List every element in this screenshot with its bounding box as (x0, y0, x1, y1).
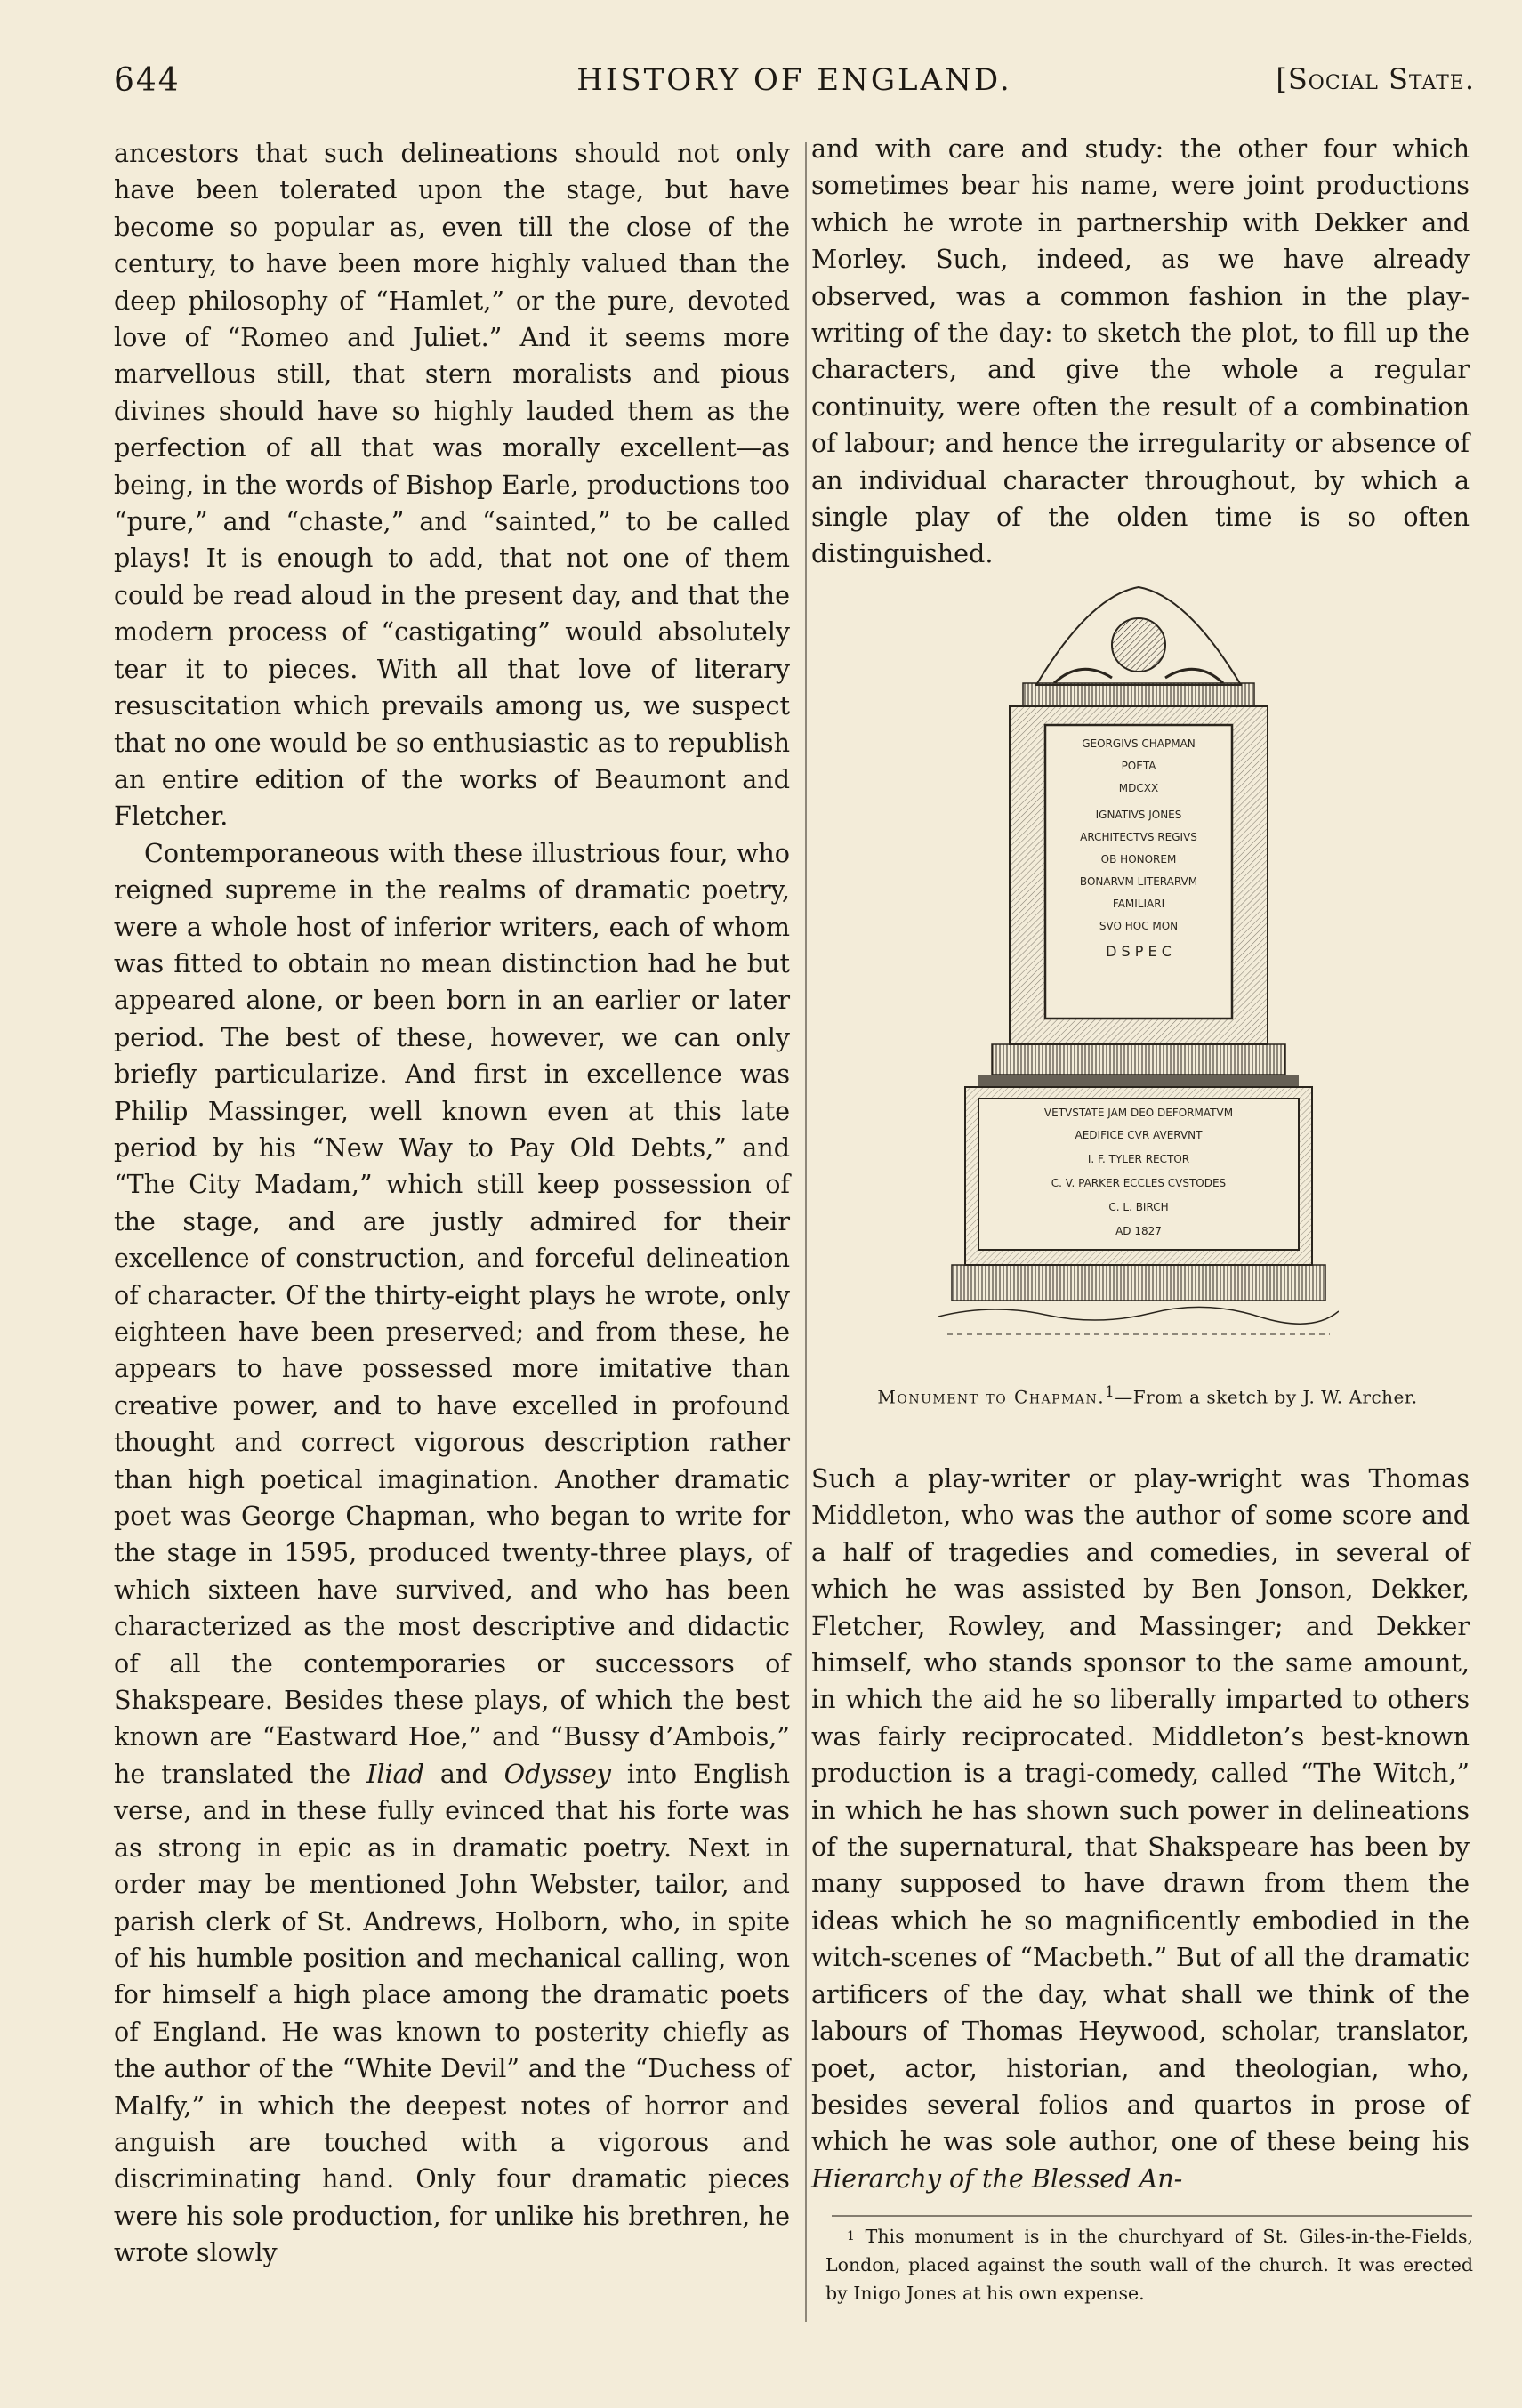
page-header (114, 62, 1475, 116)
inscription-line: GEORGIVS CHAPMAN (1082, 737, 1196, 750)
iliad-title: Iliad (366, 1758, 425, 1789)
inscription-line: MDCXX (1118, 782, 1159, 794)
inscription-line: AEDIFICE CVR AVERVNT (1075, 1129, 1203, 1141)
paragraph-1: ancestors that such delineations should not only have been tolerated upon the stage, but have become so popular as, even till the close of the century, to have been more highly valued than the deep philosophy of “Hamlet,” or the pure, devoted love of “Romeo and Juliet.” And it seems more marvellous still, that stern moralists and pious divines should have so highly lauded them as the perfection of all that was morally excellent—as being, in the words of Bishop Earle, productions too “pure,” and “chaste,” and “sainted,” to be called plays! It is enough to add, that not one of them could be read aloud in the present day, and that the modern process of “castigating” would absolutely tear it to pieces. With all that love of literary resuscitation which prevails among us, we suspect that no one would be so enthusiastic as to republish an entire edition of the works of Beaumont and Fletcher. (114, 138, 790, 832)
inscription-line: FAMILIARI (1112, 898, 1165, 910)
monument-engraving (938, 578, 1339, 1361)
footnote-mark: 1 (847, 2229, 855, 2243)
inscription-line: VETVSTATE JAM DEO DEFORMATVM (1043, 1107, 1234, 1119)
inscription-line: POETA (1121, 760, 1156, 772)
hierarchy-title: Hierarchy of the Blessed An- (811, 2162, 1183, 2194)
inscription-line: C. L. BIRCH (1108, 1201, 1169, 1213)
paragraph-3: and with care and study: the other four which sometimes bear his name, were joint productions which he wrote in partnership with Dekker and Morley. Such, indeed, as we have already observed, was a common fashion in the play-writing of the day: to sketch the plot, to fill up the characters, and give the whole a regular continuity, were often the result of a combination of labour; and hence the irregularity or absence of an individual character throughout, by which a single play of the olden time is so often distinguished. (811, 133, 1470, 569)
inscription-line: IGNATIVS JONES (1095, 809, 1182, 821)
footnote-text: This monument is in the churchyard of St. Giles-in-the-Fields, London, placed against the south wall of the church. It was erected by Inigo Jones at his own expense. (825, 2226, 1473, 2304)
paragraph-4-text: Such a play-writer or play-wright was Thomas Middleton, who was the author of some score and a half of tragedies and comedies, in several of which he was assisted by Ben Jonson, Dekker, Fletcher, Rowley, and Massinger; and Dekker himself, who stands sponsor to the same amount, in which the aid he so liberally imparted to others was fairly reciprocated. Middleton’s best-known production is a tragi-comedy, called “The Witch,” in which he has shown such power in delineations of the supernatural, that Shakspeare has been by many supposed to have drawn from them the ideas which he so magnificently embodied in the witch-scenes of “Macbeth.” But of all the dramatic artificers of the day, what shall we think of the labours of Thomas Heywood, scholar, translator, poet, actor, historian, and theologian, who, besides several folios and quartos in prose of which he was sole author, one of these being his (811, 1463, 1470, 2157)
inscription-line: BONARVM LITERARVM (1079, 875, 1198, 888)
left-column (114, 135, 790, 2272)
column-divider (805, 142, 807, 2322)
caption-footnote-mark: 1 (1105, 1383, 1115, 1400)
figure-caption (827, 1383, 1468, 1408)
inscription-line: ARCHITECTVS REGIVS (1080, 831, 1197, 843)
caption-credit: —From a sketch by J. W. Archer. (1115, 1386, 1418, 1408)
inscription-line: OB HONOREM (1100, 853, 1177, 866)
right-column-bottom (811, 1461, 1470, 2197)
running-title: HISTORY OF ENGLAND. (576, 62, 1012, 98)
odyssey-title: Odyssey (503, 1758, 611, 1789)
right-column-top (811, 131, 1470, 573)
caption-title: Monument to Chapman. (877, 1386, 1106, 1408)
inscription-line: I. F. TYLER RECTOR (1087, 1153, 1190, 1165)
section-title: [Social State. (1276, 62, 1475, 96)
paragraph-2-and: and (424, 1758, 504, 1789)
paragraph-2-text-b: into English verse, and in these fully evinced that his forte was as strong in epic as in dramatic poetry. Next in order may be mentioned John Webster, tailor, and parish clerk of St. Andrews, Holborn, who, in spite of his humble position and mechanical calling, won for himself a high place among the dramatic poets of England. He was known to posterity chiefly as the author of the “White Devil” and the “Duchess of Malfy,” in which the deepest notes of horror and anguish are touched with a vigorous and discriminating hand. Only four dramatic pieces were his sole production, for unlike his brethren, he wrote slowly (114, 1758, 791, 2268)
inscription-line: AD 1827 (1115, 1225, 1162, 1237)
inscription-line: D S P E C (1106, 943, 1172, 960)
chapman-monument-illustration (938, 578, 1339, 1361)
footnote-rule (832, 2215, 1472, 2217)
inscription-line: C. V. PARKER ECCLES CVSTODES (1051, 1177, 1227, 1189)
page-number: 644 (114, 62, 181, 99)
inscription-line: SVO HOC MON (1099, 920, 1179, 932)
paragraph-2-text-a: Contemporaneous with these illustrious four, who reigned supreme in the realms of dramatic poetry, were a whole host of inferior writers, each of whom was fitted to obtain no mean distinction had he but appeared alone, or been born in an earlier or later period. The best of these, however, we can only briefly particularize. And first in excellence was Philip Massinger, well known even at this late period by his “New Way to Pay Old Debts,” and “The City Madam,” which still keep possession of the stage, and are justly admired for their excellence of construction, and forceful delineation of character. Of the thirty-eight plays he wrote, only eighteen have been preserved; and from these, he appears to have possessed more imitative than creative power, and to have excelled in profound thought and correct vigorous description rather than high poetical imagination. Another dramatic poet was George Chapman, who began to write for the stage in 1595, produced twenty-three plays, of which sixteen have survived, and who has been characterized as the most descriptive and didactic of all the contemporaries or successors of Shakspeare. Besides these plays, of which the best known are “Eastward Hoe,” and “Bussy d’Ambois,” he translated the (114, 837, 790, 1789)
paragraph-2 (114, 835, 790, 2272)
footnote (825, 2222, 1473, 2307)
paragraph-4 (811, 1461, 1470, 2197)
